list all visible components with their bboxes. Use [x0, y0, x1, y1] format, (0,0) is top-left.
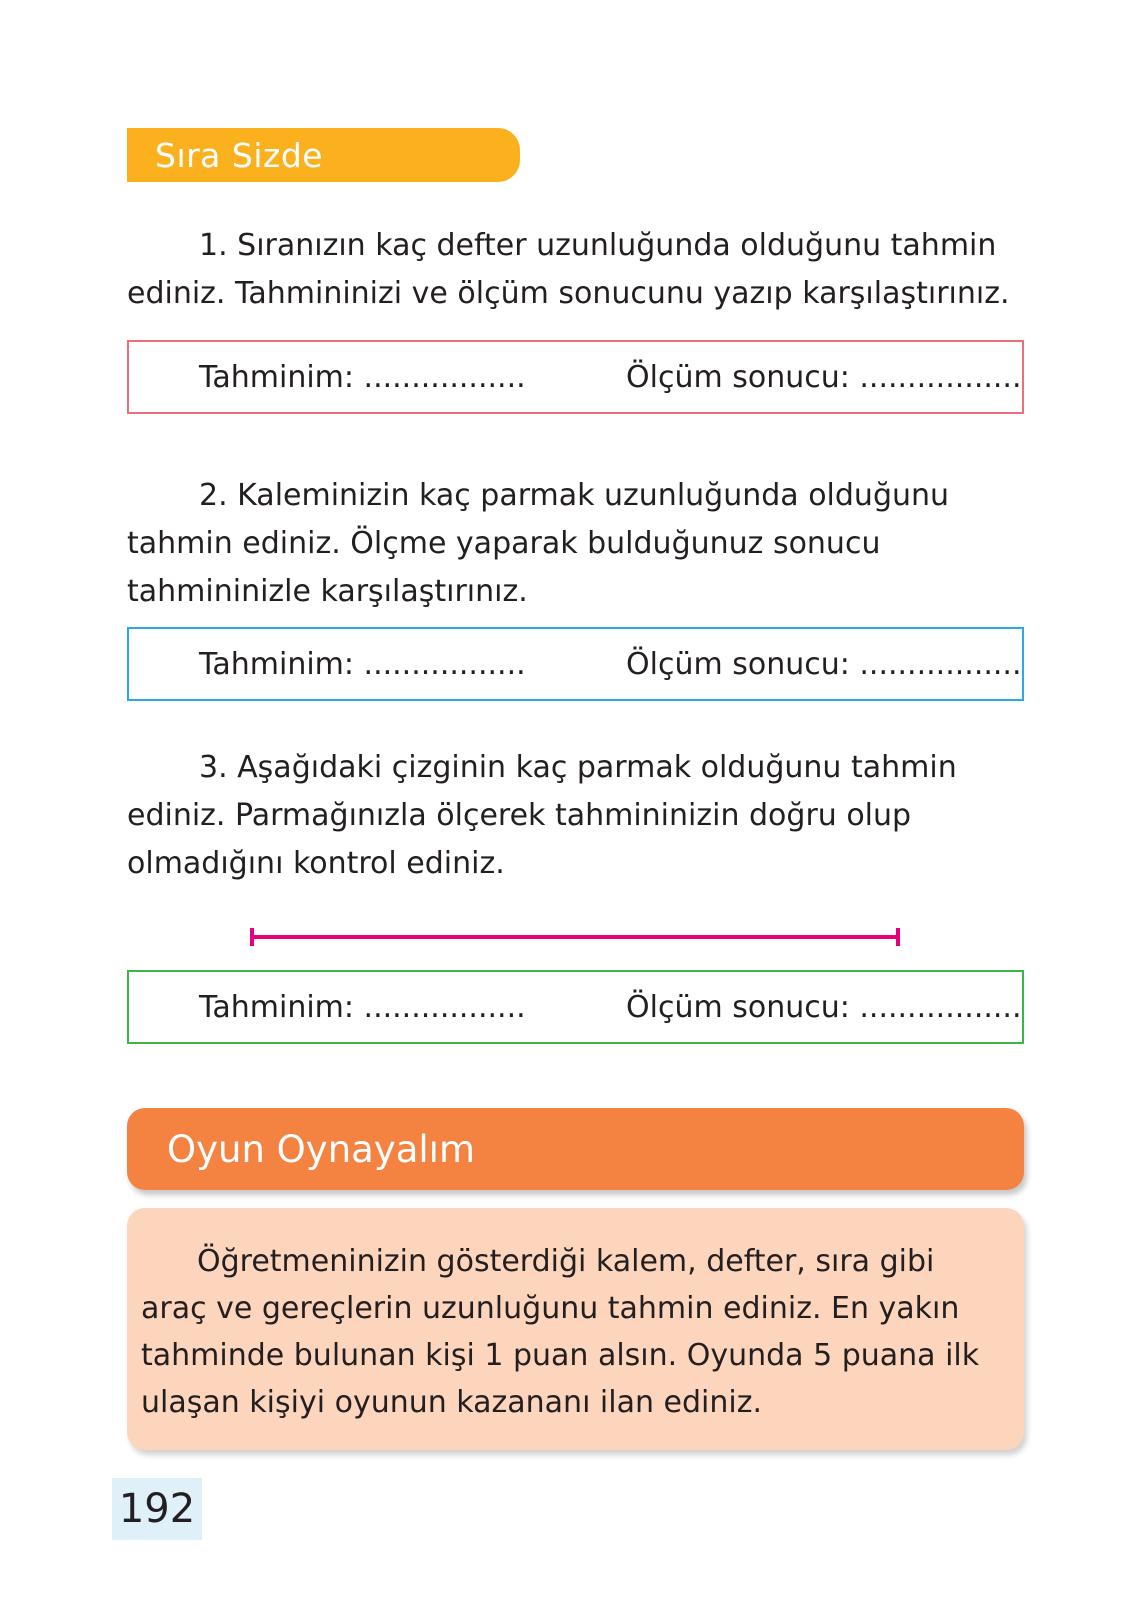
task-2-answer-box	[127, 627, 1024, 701]
task-3-measure-field[interactable]: Ölçüm sonucu: .................	[626, 989, 1022, 1025]
task-2-measure-field[interactable]: Ölçüm sonucu: .................	[626, 646, 1022, 682]
game-title: Oyun Oynayalım	[167, 1127, 475, 1171]
game-text: Öğretmeninizin gösterdiği kalem, defter, sıra gibi araç ve gereçlerin uzunluğunu tahmin ediniz. En yakın tahminde bulunan kişi 1 puan alsın. Oyunda 5 puana ilk ulaşan kişiyi oyunun kazananı ilan ediniz.	[141, 1244, 980, 1420]
measure-line	[250, 927, 900, 947]
task-3-answer-box	[127, 970, 1024, 1044]
task-3-text: 3. Aşağıdaki çizginin kaç parmak olduğunu tahmin ediniz. Parmağınızla ölçerek tahmininizin doğru olup olmadığını kontrol ediniz.	[127, 750, 957, 881]
task-1-measure-field[interactable]: Ölçüm sonucu: .................	[626, 359, 1022, 395]
game-banner	[127, 1108, 1024, 1190]
task-3-estimate-field[interactable]: Tahminim: .................	[199, 989, 526, 1025]
section-banner	[127, 128, 520, 182]
page-number: 192	[112, 1478, 202, 1540]
task-2-text: 2. Kaleminizin kaç parmak uzunluğunda olduğunu tahmin ediniz. Ölçme yaparak bulduğunuz sonucu tahmininizle karşılaştırınız.	[127, 478, 950, 609]
task-1-estimate-field[interactable]: Tahminim: .................	[199, 359, 526, 395]
task-1-answer-box	[127, 340, 1024, 414]
task-2-estimate-field[interactable]: Tahminim: .................	[199, 646, 526, 682]
task-1-text: 1. Sıranızın kaç defter uzunluğunda olduğunu tahmin ediniz. Tahmininizi ve ölçüm sonucunu yazıp karşılaştırınız.	[127, 228, 1010, 311]
section-title: Sıra Sizde	[155, 135, 324, 175]
game-box	[127, 1208, 1024, 1450]
